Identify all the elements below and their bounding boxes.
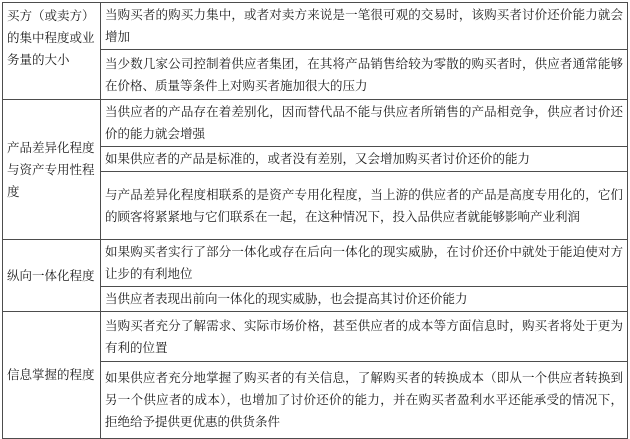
description-cell: 如果购买者实行了部分一体化或存在后向一体化的现实威胁，在讨价还价中就处于能迫使对方让步的有利地位 [101, 240, 628, 287]
factor-cell-information: 信息掌握的程度 [3, 312, 101, 439]
table-row [3, 3, 628, 50]
description-cell: 如果供应者的产品是标准的，或者没有差别，又会增加购买者讨价还价的能力 [101, 147, 628, 172]
description-cell: 当供应者表现出前向一体化的现实威胁，也会提高其讨价还价能力 [101, 287, 628, 312]
description-cell: 当少数几家公司控制着供应者集团，在其将产品销售给较为零散的购买者时，供应者通常能够在价格、质量等条件上对购买者施加很大的压力 [101, 50, 628, 100]
description-cell: 当购买者的购买力集中，或者对卖方来说是一笔很可观的交易时，该购买者讨价还价能力就会增加 [101, 3, 628, 50]
table-row [3, 100, 628, 147]
description-cell: 与产品差异化程度相联系的是资产专用化程度，当上游的供应者的产品是高度专用化的，它们的顾客将紧紧地与它们联系在一起，在这种情况下，投入品供应者就能够影响产业利润 [101, 172, 628, 240]
description-cell: 当供应者的产品存在着差别化，因而替代品不能与供应者所销售的产品相竞争，供应者讨价还价的能力就会增强 [101, 100, 628, 147]
table-row [3, 240, 628, 287]
factor-cell-concentration: 买方（或卖方）的集中程度或业务量的大小 [3, 3, 101, 100]
description-cell: 当购买者充分了解需求、实际市场价格，甚至供应者的成本等方面信息时，购买者将处于更为有利的位置 [101, 312, 628, 362]
bargaining-power-table [2, 2, 628, 439]
description-cell: 如果供应者充分地掌握了购买者的有关信息，了解购买者的转换成本（即从一个供应者转换到另一个供应者的成本），也增加了讨价还价的能力，并在购买者盈利水平还能承受的情况下，拒绝给予提供更优惠的供货条件 [101, 362, 628, 439]
table-row [3, 312, 628, 362]
factor-cell-integration: 纵向一体化程度 [3, 240, 101, 312]
factor-cell-differentiation: 产品差异化程度与资产专用性程度 [3, 100, 101, 240]
